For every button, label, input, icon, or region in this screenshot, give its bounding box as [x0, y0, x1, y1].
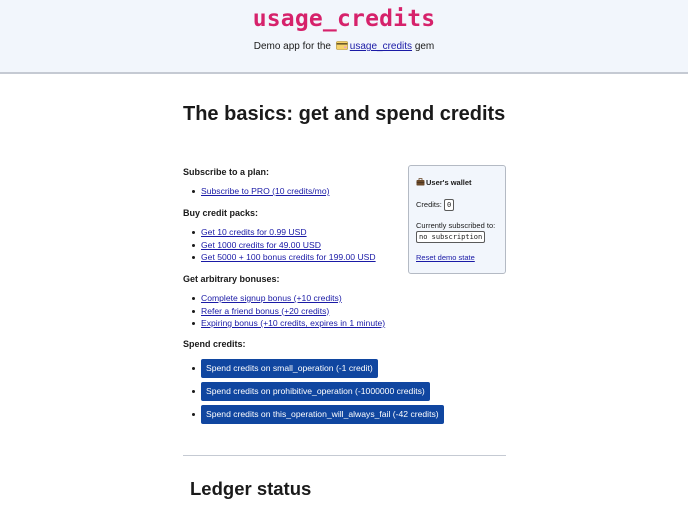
list-item	[183, 403, 444, 426]
list-item	[183, 292, 385, 305]
list-item	[183, 239, 376, 252]
list-item	[183, 251, 376, 264]
page-header	[0, 0, 688, 74]
pack-1000-link[interactable]: Get 1000 credits for 49.00 USD	[201, 239, 321, 250]
subscribe-pro-link[interactable]: Subscribe to PRO (10 credits/mo)	[201, 186, 330, 196]
tagline-suffix: gem	[414, 41, 435, 52]
credits-value: 0	[444, 199, 454, 211]
spend-small-button[interactable]: Spend credits on small_operation (-1 credit)	[201, 359, 378, 378]
wallet-title-text: User's wallet	[426, 178, 472, 187]
list-item	[183, 380, 444, 403]
subscribe-heading: Subscribe to a plan:	[183, 167, 270, 177]
subscription-value: no subscription	[416, 231, 485, 243]
wallet-panel	[408, 165, 506, 274]
spend-fail-button[interactable]: Spend credits on this_operation_will_always_fail (-42 credits)	[201, 405, 444, 424]
pack-10-link[interactable]: Get 10 credits for 0.99 USD	[201, 227, 307, 237]
bonuses-list	[183, 292, 385, 330]
subscribe-list	[183, 185, 329, 198]
list-item	[183, 317, 385, 330]
wallet-title	[416, 178, 472, 187]
expiring-bonus-link[interactable]: Expiring bonus (+10 credits, expires in 1 minute)	[201, 318, 386, 328]
referral-bonus-link[interactable]: Refer a friend bonus (+20 credits)	[201, 305, 330, 316]
tagline-prefix: Demo app for the	[253, 41, 331, 52]
list-item	[183, 226, 376, 239]
packs-heading: Buy credit packs:	[183, 208, 259, 218]
list-item	[183, 357, 444, 380]
subscription-label: Currently subscribed to:	[416, 221, 496, 230]
reset-demo-link[interactable]: Reset demo state	[416, 253, 475, 262]
tagline	[0, 41, 688, 52]
credits-row	[416, 199, 454, 211]
list-item	[183, 185, 329, 198]
spend-prohibitive-button[interactable]: Spend credits on prohibitive_operation (-1000000 credits)	[201, 382, 430, 401]
pack-5000-link[interactable]: Get 5000 + 100 bonus credits for 199.00 USD	[201, 252, 376, 262]
briefcase-icon	[416, 178, 425, 186]
bonuses-heading: Get arbitrary bonuses:	[183, 274, 280, 284]
spend-list	[183, 357, 444, 426]
credit-card-icon	[336, 41, 348, 50]
gem-link[interactable]: usage_credits	[349, 41, 413, 52]
packs-list	[183, 226, 376, 264]
subscription-row	[416, 231, 485, 243]
app-title: usage_credits	[252, 6, 436, 32]
ledger-title: Ledger status	[190, 478, 312, 499]
list-item	[183, 305, 385, 318]
credits-label: Credits:	[416, 200, 442, 209]
section-title: The basics: get and spend credits	[183, 103, 506, 125]
signup-bonus-link[interactable]: Complete signup bonus (+10 credits)	[201, 293, 342, 303]
spend-heading: Spend credits:	[183, 339, 246, 349]
section-divider	[183, 455, 506, 456]
